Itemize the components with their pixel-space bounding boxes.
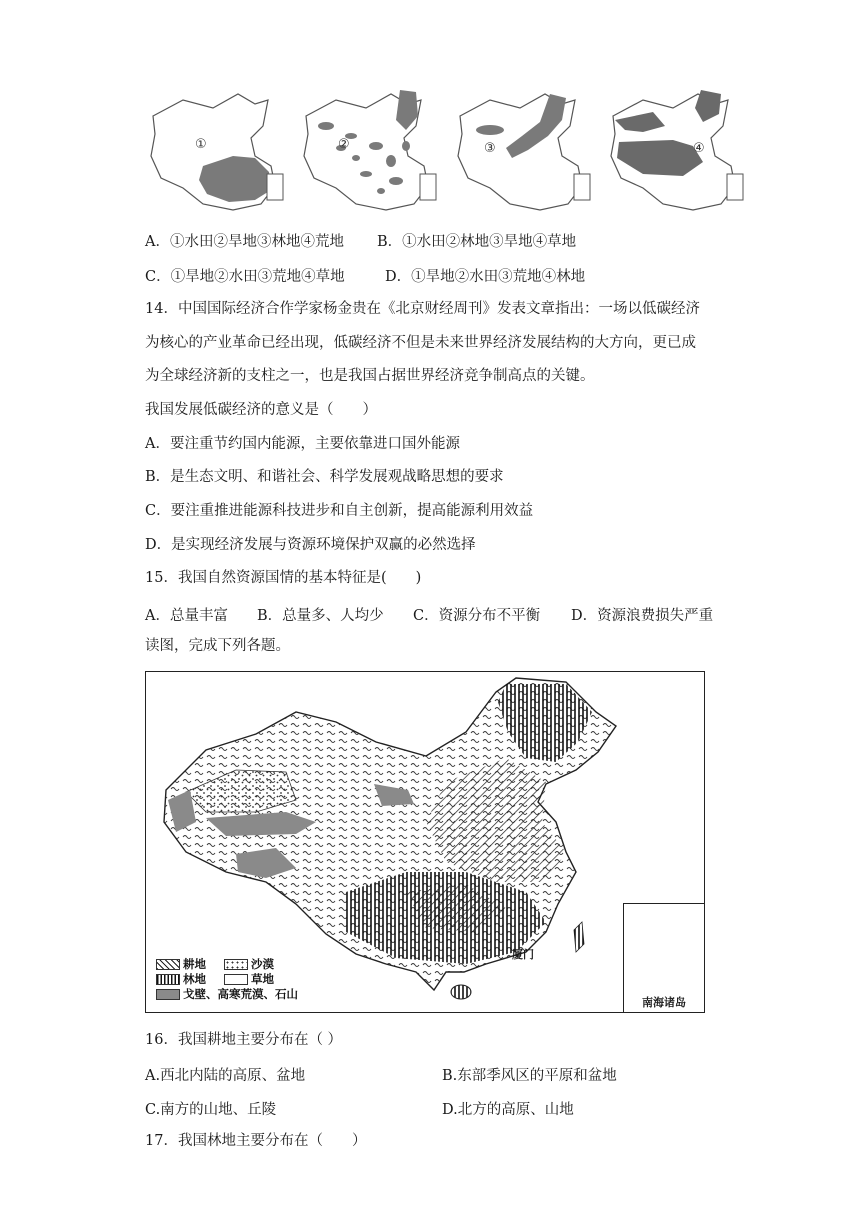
land-use-thumbnail-maps xyxy=(143,86,763,216)
q15-option-b: B．总量多、人均少 xyxy=(257,608,384,624)
legend-farmland: 耕地 xyxy=(183,957,206,971)
q16-option-c: C.南方的山地、丘陵 xyxy=(145,1102,277,1118)
thumb-map-3 xyxy=(450,86,600,214)
read-map-instruction: 读图，完成下列各题。 xyxy=(145,638,290,654)
map-legend xyxy=(156,957,298,1002)
thumb-num-2: ② xyxy=(338,137,350,152)
q14-stem-line-2: 为核心的产业革命已经出现，低碳经济不但是未来世界经济发展结构的大方向，更已成 xyxy=(145,335,696,351)
q16-option-a: A.西北内陆的高原、盆地 xyxy=(145,1068,306,1084)
q13-options-row-1 xyxy=(145,230,576,251)
q16-stem: 16．我国耕地主要分布在（ ） xyxy=(145,1032,343,1048)
q15-option-a: A．总量丰富 xyxy=(145,608,228,624)
thumb-map-1 xyxy=(143,86,293,214)
q14-option-d: D．是实现经济发展与资源环境保护双赢的必然选择 xyxy=(145,537,476,553)
q16-options-row-2 xyxy=(145,1098,574,1119)
q14-stem-line-1: 14．中国国际经济合作学家杨金贵在《北京财经周刊》发表文章指出：一场以低碳经济 xyxy=(145,301,700,317)
q13-option-c: C．①旱地②水田③荒地④草地 xyxy=(145,269,345,285)
thumb-map-4 xyxy=(603,86,753,214)
q15-stem: 15．我国自然资源国情的基本特征是( ) xyxy=(145,570,422,586)
china-land-use-map xyxy=(145,671,705,1013)
q15-option-d: D．资源浪费损失严重 xyxy=(571,608,714,624)
south-china-sea-inset xyxy=(623,903,704,1012)
q15-options xyxy=(145,604,713,625)
inset-label: 南海诸岛 xyxy=(642,996,686,1009)
q14-option-a: A．要注重节约国内能源，主要依靠进口国外能源 xyxy=(145,436,460,452)
q13-option-a: A．①水田②旱地③林地④荒地 xyxy=(145,234,344,250)
legend-forest: 林地 xyxy=(183,972,206,986)
thumb-map-2 xyxy=(296,86,446,214)
q14-option-b: B．是生态文明、和谐社会、科学发展观战略思想的要求 xyxy=(145,469,504,485)
q16-option-b: B.东部季风区的平原和盆地 xyxy=(442,1068,617,1084)
q13-option-d: D．①旱地②水田③荒地④林地 xyxy=(385,269,586,285)
q17-stem: 17．我国林地主要分布在（ ） xyxy=(145,1133,367,1149)
legend-desert: 沙漠 xyxy=(251,957,275,971)
q14-question: 我国发展低碳经济的意义是（ ） xyxy=(145,402,377,418)
q13-option-b: B．①水田②林地③旱地④草地 xyxy=(377,234,577,250)
city-label-xiamen: 厦门 xyxy=(512,948,534,961)
q15-option-c: C．资源分布不平衡 xyxy=(413,608,541,624)
q13-options-row-2 xyxy=(145,265,585,286)
thumb-num-3: ③ xyxy=(484,141,496,156)
legend-grassland: 草地 xyxy=(251,972,275,986)
q14-stem-line-3: 为全球经济新的支柱之一，也是我国占据世界经济竞争制高点的关键。 xyxy=(145,368,595,384)
q16-option-d: D.北方的高原、山地 xyxy=(442,1102,574,1118)
thumb-num-1: ① xyxy=(195,137,207,152)
q16-options-row-1 xyxy=(145,1064,617,1085)
legend-gobi: 戈壁、高寒荒漠、石山 xyxy=(183,987,298,1001)
thumb-num-4: ④ xyxy=(693,141,705,156)
q14-option-c: C．要注重推进能源科技进步和自主创新，提高能源利用效益 xyxy=(145,503,534,519)
